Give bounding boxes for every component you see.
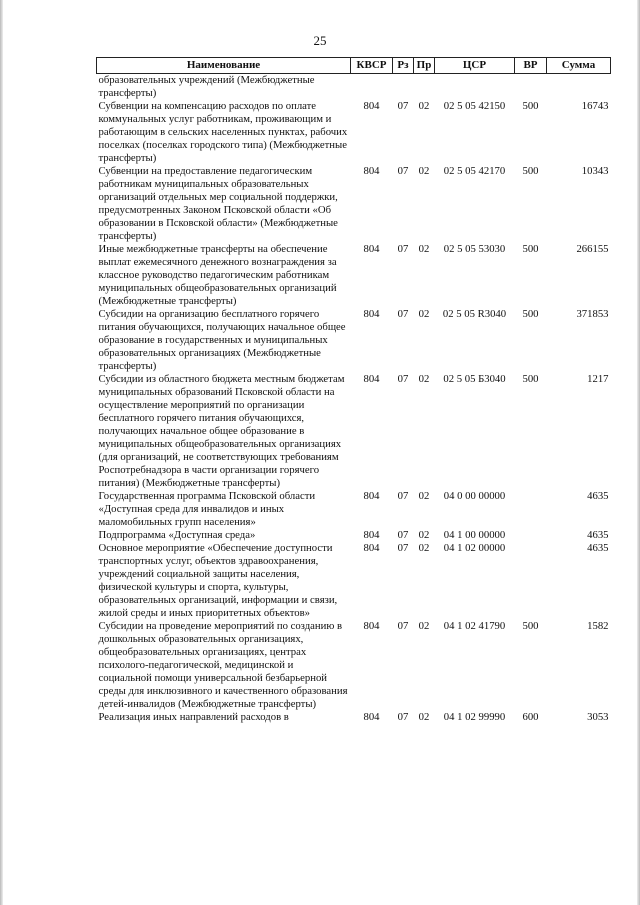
- cell-pr: 02: [418, 490, 430, 502]
- cell-kvsr: 804: [363, 620, 380, 632]
- cell-sum: 1217: [587, 373, 609, 385]
- cell-sum: 4635: [587, 529, 609, 541]
- table-row: [97, 490, 611, 529]
- cell-vr: [515, 74, 547, 101]
- cell-pr: 02: [418, 308, 430, 320]
- cell-sum: [547, 74, 611, 101]
- cell-kvsr: 804: [363, 542, 380, 554]
- cell-csr: 02 5 05 Б3040: [443, 373, 506, 385]
- cell-pr: 02: [418, 529, 430, 541]
- cell-rz: 07: [397, 100, 409, 112]
- cell-pr: 02: [418, 100, 430, 112]
- cell-rz: 07: [397, 243, 409, 255]
- cell-kvsr: [351, 74, 393, 101]
- table-row: [97, 74, 611, 101]
- table-row: [97, 529, 611, 542]
- table-row: [97, 100, 611, 165]
- cell-vr: [515, 542, 547, 620]
- cell-name: Субсидии на проведение мероприятий по созданию в дошкольных образовательных организациях, общеобразовательных организациях, центрах психолого-педагогической, медицинской и социальной помощи универсальной безбарьерной среды для инклюзивного и качественного образования детей-инвалидов (Межбюджетные трансферты): [98, 620, 348, 710]
- cell-name: Субсидии на организацию бесплатного горячего питания обучающихся, получающих начальное общее образование в государственных и муниципальных образовательных организациях (Межбюджетные трансферты): [98, 308, 346, 372]
- cell-csr: [435, 74, 515, 101]
- cell-name: Основное мероприятие «Обеспечение доступности транспортных услуг, объектов здравоохранения, учреждений социальной защиты населения, физической культуры и спорта, культуры, образовательных организаций, информации и связи, жилой среды и иных приоритетных объектов»: [98, 542, 338, 619]
- cell-sum: 3053: [587, 711, 609, 723]
- cell-csr: 04 1 02 00000: [443, 542, 506, 554]
- cell-csr: 02 5 05 53030: [443, 243, 506, 255]
- cell-rz: 07: [397, 490, 409, 502]
- cell-pr: [414, 74, 435, 101]
- page-number: 25: [313, 33, 327, 48]
- cell-name: Государственная программа Псковской области «Доступная среда для инвалидов и иных маломобильных групп населения»: [98, 490, 316, 528]
- header-rz: Рз: [393, 58, 414, 74]
- cell-vr: 500: [522, 373, 539, 385]
- cell-csr: 02 5 05 42150: [443, 100, 506, 112]
- cell-kvsr: 804: [363, 711, 380, 723]
- cell-name: Подпрограмма «Доступная среда»: [98, 529, 256, 541]
- cell-rz: [393, 74, 414, 101]
- table-row: [97, 165, 611, 243]
- cell-sum: 1582: [587, 620, 609, 632]
- cell-vr: 500: [522, 620, 539, 632]
- table-row: [97, 373, 611, 490]
- cell-kvsr: 804: [363, 373, 380, 385]
- cell-sum: 4635: [587, 542, 609, 554]
- cell-pr: 02: [418, 711, 430, 723]
- table-row: [97, 542, 611, 620]
- header-name: Наименование: [97, 58, 351, 74]
- cell-rz: 07: [397, 373, 409, 385]
- cell-name: Реализация иных направлений расходов в: [98, 711, 289, 723]
- cell-pr: 02: [418, 620, 430, 632]
- header-row: [97, 58, 611, 74]
- cell-sum: 4635: [587, 490, 609, 502]
- cell-vr: 500: [522, 243, 539, 255]
- cell-sum: 371853: [576, 308, 609, 320]
- cell-vr: 500: [522, 165, 539, 177]
- budget-table: [96, 57, 611, 724]
- table-row: [97, 711, 611, 724]
- scan-edge-left: [0, 0, 3, 905]
- cell-csr: 02 5 05 R3040: [442, 308, 507, 320]
- cell-sum: 10343: [581, 165, 609, 177]
- header-csr: ЦСР: [435, 58, 515, 74]
- cell-rz: 07: [397, 620, 409, 632]
- cell-sum: 266155: [576, 243, 609, 255]
- cell-name: Иные межбюджетные трансферты на обеспечение выплат ежемесячного денежного вознаграждения за классное руководство педагогическим работникам муниципальных общеобразовательных организаций (Межбюджетные трансферты): [98, 243, 337, 307]
- header-pr: Пр: [414, 58, 435, 74]
- cell-name: образовательных учреждений (Межбюджетные трансферты): [98, 74, 315, 99]
- header-sum: Сумма: [547, 58, 611, 74]
- cell-vr: [515, 529, 547, 542]
- cell-pr: 02: [418, 373, 430, 385]
- cell-kvsr: 804: [363, 490, 380, 502]
- cell-rz: 07: [397, 542, 409, 554]
- table-header: [97, 58, 611, 74]
- cell-rz: 07: [397, 308, 409, 320]
- cell-vr: 600: [522, 711, 539, 723]
- cell-rz: 07: [397, 529, 409, 541]
- cell-kvsr: 804: [363, 529, 380, 541]
- cell-pr: 02: [418, 243, 430, 255]
- cell-name: Субвенции на предоставление педагогическим работникам муниципальных образовательных организаций отдельных мер социальной поддержки, предусмотренных Законом Псковской области «Об образовании в Псковской области» (Межбюджетные трансферты): [98, 165, 338, 242]
- cell-name: Субвенции на компенсацию расходов по оплате коммунальных услуг работникам, проживающим и работающим в сельских населенных пунктах, рабочих поселках (поселках городского типа) (Межбюджетные трансферты): [98, 100, 348, 164]
- cell-kvsr: 804: [363, 100, 380, 112]
- header-kvsr: КВСР: [351, 58, 393, 74]
- table-body: [97, 74, 611, 725]
- cell-pr: 02: [418, 165, 430, 177]
- cell-pr: 02: [418, 542, 430, 554]
- table-row: [97, 308, 611, 373]
- cell-rz: 07: [397, 165, 409, 177]
- table-row: [97, 243, 611, 308]
- cell-name: Субсидии из областного бюджета местным бюджетам муниципальных образований Псковской области на осуществление мероприятий по организации бесплатного горячего питания обучающихся, получающих начальное общее образование в муниципальных общеобразовательных организациях (для организаций, не соответствующих требованиям Роспотребнадзора в части организации горячего питания) (Межбюджетные трансферты): [98, 373, 345, 489]
- cell-kvsr: 804: [363, 165, 380, 177]
- cell-kvsr: 804: [363, 243, 380, 255]
- cell-csr: 02 5 05 42170: [443, 165, 506, 177]
- table-row: [97, 620, 611, 711]
- cell-csr: 04 1 02 41790: [443, 620, 506, 632]
- cell-csr: 04 0 00 00000: [443, 490, 506, 502]
- cell-kvsr: 804: [363, 308, 380, 320]
- cell-csr: 04 1 00 00000: [443, 529, 506, 541]
- cell-vr: 500: [522, 308, 539, 320]
- cell-rz: 07: [397, 711, 409, 723]
- cell-vr: [515, 490, 547, 529]
- cell-sum: 16743: [581, 100, 609, 112]
- cell-csr: 04 1 02 99990: [443, 711, 506, 723]
- cell-vr: 500: [522, 100, 539, 112]
- header-vr: ВР: [515, 58, 547, 74]
